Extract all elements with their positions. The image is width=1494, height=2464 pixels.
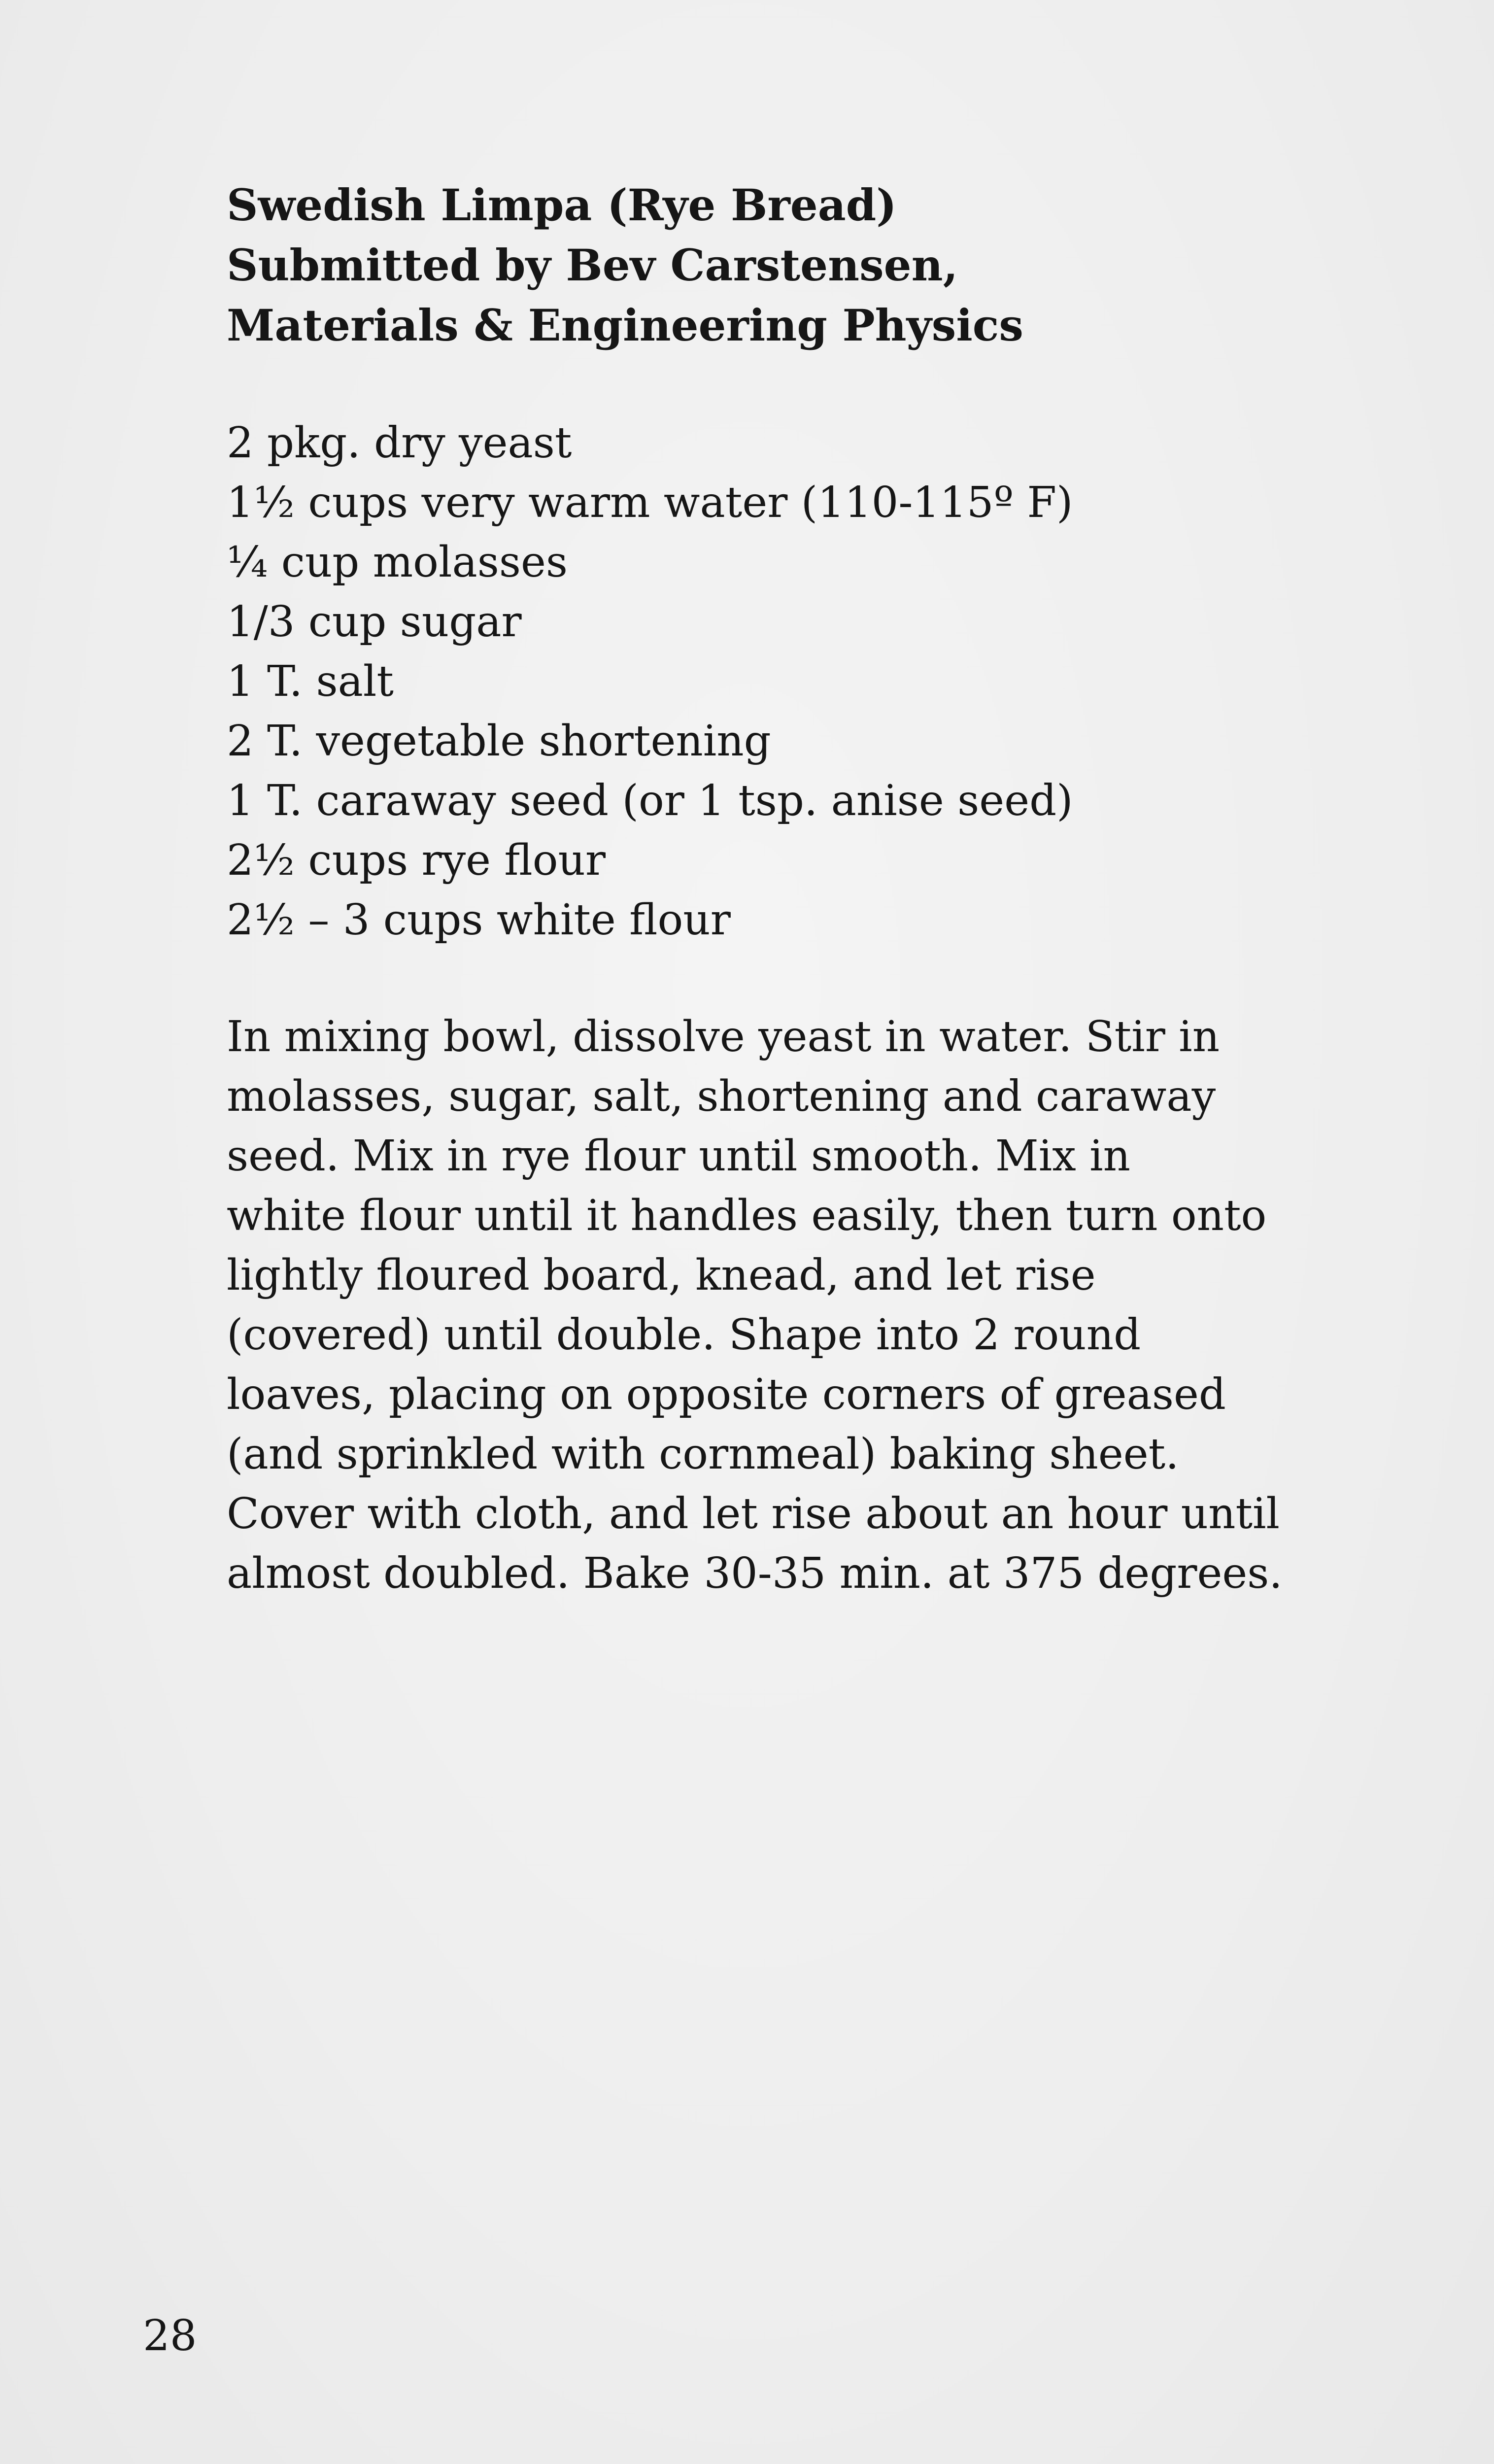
recipe-title [227,175,1370,355]
instruction-line: (and sprinkled with cornmeal) baking sheet. [227,1430,1179,1479]
instruction-line: lightly floured board, knead, and let rise [227,1251,1096,1300]
instruction-line: molasses, sugar, salt, shortening and caraway [227,1072,1216,1121]
instruction-line: (covered) until double. Shape into 2 round [227,1310,1141,1360]
page-number: 28 [143,2311,197,2361]
instruction-line: Cover with cloth, and let rise about an hour until [227,1489,1280,1539]
instruction-line: white flour until it handles easily, then turn onto [227,1191,1267,1240]
ingredient-item: 1½ cups very warm water (110-115º F) [227,478,1073,527]
ingredient-item: 2½ cups rye flour [227,836,606,885]
ingredient-item: 2½ – 3 cups white flour [227,895,731,945]
instruction-line: In mixing bowl, dissolve yeast in water. Stir in [227,1012,1220,1061]
instruction-line: almost doubled. Bake 30-35 min. at 375 degrees. [227,1549,1283,1598]
ingredient-item: 1/3 cup sugar [227,597,522,647]
instruction-line: loaves, placing on opposite corners of greased [227,1370,1226,1419]
ingredient-item: 2 pkg. dry yeast [227,418,572,468]
recipe-instructions [227,1007,1370,1604]
recipe-title-line: Swedish Limpa (Rye Bread) [227,179,897,231]
ingredient-item: 1 T. salt [227,657,394,706]
ingredient-list [227,413,1370,950]
recipe-submitter-line: Submitted by Bev Carstensen, [227,240,958,291]
recipe-department-line: Materials & Engineering Physics [227,300,1023,351]
ingredient-item: ¼ cup molasses [227,538,568,587]
recipe-content [227,175,1370,1604]
ingredient-item: 1 T. caraway seed (or 1 tsp. anise seed) [227,776,1073,825]
instruction-line: seed. Mix in rye flour until smooth. Mix in [227,1131,1131,1181]
ingredient-item: 2 T. vegetable shortening [227,717,771,766]
